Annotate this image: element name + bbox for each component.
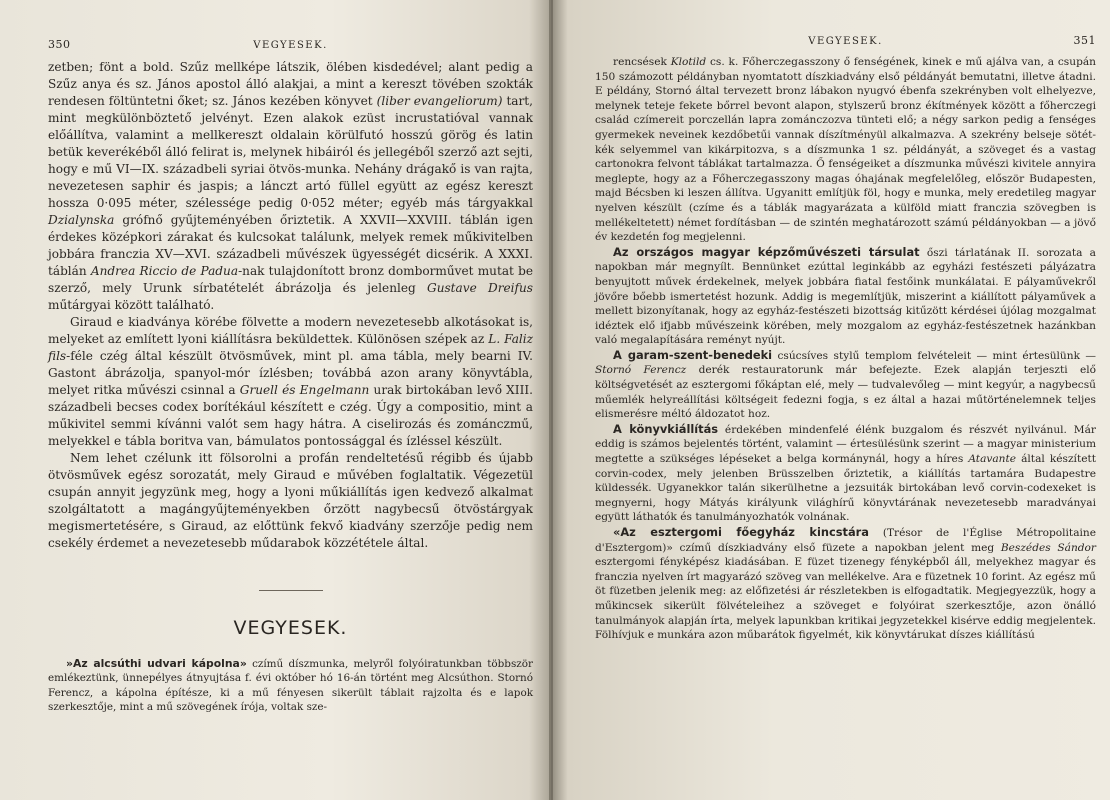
text-run: esztergomi fényképész kiadásában. E füzet tizenegy fényképből áll, melyekhez magyar és franczia nyelven írt magyarázó szöveg van mellékelve. Ara e füzetnek 10 forint. Az egész mű öt füzetben jelenik meg: az előfizetési ár részletekben is elfogadtatik. Megjegyezzük, hogy a műkincsek sikerült fölvételeihez a szöveget e folyóirat szerkesztője, azon önálló tanulmányok alapján írta, melyek lapunkban kritikai jegyzetekkel kisérve eddig megjelentek. Fölhívjuk e munkára azon műbarátok figyelmét, kik könyvtárukat díszes kiállítású — [595, 556, 1096, 642]
running-head-title-right: VEGYESEK. — [808, 36, 883, 47]
paragraph — [48, 314, 533, 450]
text-run: műtárgyai között található. — [48, 298, 215, 312]
text-run: zetben; fönt a bold. Szűz mellképe látszik, ölében kisdedével; alant pedig a Szűz anya és sz. János apostol álló alakjai, a mint a kereszt tövében szokták rendesen föltüntetni őket; sz. János kezében könyvet — [48, 60, 533, 108]
paragraph — [595, 348, 1096, 422]
paragraph — [48, 450, 533, 552]
book-gutter — [549, 0, 553, 800]
text-run: derék restauratorunk már befejezte. Ezek alapján terjeszti elő költségvetését az esztergomi főkáptan elé, mely — tudvalevőleg — mint kegyúr, a nagybecsű műemlék helyreállítási költségeit fedezni fogja, s ez által a hazai műtörténelemnek teljes elismerésre méltó áldozatot hoz. — [595, 364, 1096, 421]
paragraph — [48, 59, 533, 314]
text-run: érdekében mindenfelé élénk buzgalom és részvét nyilvánul. Már eddig is számos bejelentés történt, valamint — értesülésünk szerint — a magyar ministerium megtette a szükséges lépéseket a belga kormánynál, hogy a híres — [595, 423, 1096, 466]
italic-name: Klotild — [670, 56, 707, 68]
italic-name: L. Faliz fils — [48, 332, 534, 363]
text-run: csúcsíves stylű templom felvételeit — mint értesülünk — — [772, 349, 1096, 362]
paragraph — [48, 657, 533, 715]
italic-name: Gruell és Engelmann — [239, 383, 370, 397]
text-run: Nem lehet czélunk itt fölsorolni a profán rendeltetésű régibb és újabb ötvösművek egész sorozatát, mely Giraud e művében foglaltatik. Végezetül csupán annyit jegyzünk meg, hogy a lyoni műkiállítás igen kedvező alkalmat szolgáltatott a magángyűjteményekben őrzött nagybecsű ötvöstárgyak megismertetésére, s Giraud, az előttünk fekvő kiadvány szerzője pedig nem csekély érdemet a nevezetesebb műdarabok közzététele által. — [48, 451, 533, 550]
text-run: Giraud e kiadványa körébe fölvette a modern nevezetesebb alkotásokat is, melyeket az említett lyoni kiállításra beküldettek. Különösen szépek az — [48, 315, 533, 346]
running-head-title-left: VEGYESEK. — [253, 40, 328, 51]
text-run: urak birtokában levő XIII. századbeli becses codex borítékául készített e czég. Úgy a compositio, mint a műkivitel semmi kívánni valót sem hagy hátra. A ciselirozás és zománczmű, melyekkel e tábla boritva van, bámulatos pontossággal és ízléssel készült. — [48, 383, 533, 448]
italic-name: Gustave Dreifus — [427, 281, 533, 295]
text-run: cs. k. Főherczegasszony ő fenségének, kinek e mű ajálva van, a csupán 150 számozott példányban nyomtatott díszkiadvány első példányát bemutatni, illetve átadni. E példány, Stornó által tervezett bronz lábakon nyugvó ébenfa szekrényben volt elhelyezve, melynek teteje fekete bőrrel bevont alapon, stylszerű bronz ékítmények között a főherczegi család czímereit porczellán lapra zománczozva tünteti elő; a négy sarkon pedig a fenséges gyermekek neveinek kezdőbetűi vannak díszítményül alkalmazva. A szekrény belseje sötét-kék selyemmel van kikárpitozva, s a díszmunka 1 sz. példányát, a szöveget és a vastag cartonokra felvont táblákat tartalmazza. Ő fenségeiket a díszmunka művészi kivitele annyira meglepte, hogy az a Főherczegasszony magas óhajának megfelelőleg, először Budapesten, majd Bécsben ki leszen állítva. Ugyanitt említjük föl, hogy e munka, mely eredetileg magyar nyelven készült (czíme és a táblák magyarázata a külföld miatt franczia szövegben is mellékeltetett) német fordításban — de szintén meghatározott számú példányokban — a jövő év kezdetén fog megjelenni. — [595, 56, 1096, 244]
section-separator — [259, 590, 323, 591]
bold-lead-in: A garam-szent-benedeki — [613, 347, 773, 362]
right-running-head — [595, 34, 1096, 47]
page-number-right: 351 — [1073, 34, 1096, 47]
text-run: őszi tárlatának II. sorozata a napokban már megnyílt. Bennünket ezúttal leginkább az egyházi festészeti pályázatra benyujtott művek érdekelnek, melyek jobbára fiatal festőink munkálatai. E pályaművekről jövőre bőebb ismertetést hozunk. Addig is megemlítjük, miszerint a kiállított pályaművek a mellett bizonyítanak, hogy az egyház-festészeti bizottság kitűzött kérdései újólag mozgalmat idéztek elő ifjabb művészeink körében, mely mozgalom az egyház-festészetnek hazánkban való megalapítására reményt nyújt. — [595, 246, 1097, 347]
text-run: -nak tulajdonított bronz domborművet mutat be szerző, mely Urunk sírbatételét ábrázolja és jelenleg — [48, 264, 533, 295]
text-run: által készített corvin-codex, mely jelenben Brüsszelben őriztetik, a kiállítás tartamára Budapestre küldessék. Ugyanekkor talán sikerülhetne a jezsuiták birtokában levő corvin-codexeket is megnyerni, hogy Mátyás királyunk világhírű könyvtárának nevezetesebb maradványai együtt láthatók és tanulmányozhatók volnának. — [595, 453, 1096, 524]
text-run: (Trésor de l'Église Métropolitaine d'Esztergom)» czímű díszkiadvány első füzete a napokban jelent meg — [595, 527, 1096, 554]
left-running-head — [48, 38, 533, 51]
italic-name: (liber evangeliorum) — [376, 94, 503, 108]
italic-name: Beszédes Sándor — [1000, 541, 1096, 554]
right-body-text — [595, 55, 1096, 643]
bold-lead-in: «Az esztergomi főegyház kincstára — [613, 525, 869, 539]
paragraph — [595, 422, 1096, 525]
right-page — [551, 0, 1110, 800]
paragraph — [595, 55, 1096, 245]
section-heading: VEGYESEK. — [233, 617, 348, 639]
italic-name: Stornó Ferencz — [595, 364, 687, 377]
italic-name: Andrea Riccio de Padua — [90, 264, 239, 278]
text-run: rencsések — [613, 56, 671, 68]
bold-lead-in: »Az alcsúthi udvari kápolna» — [66, 657, 247, 670]
page-number-left: 350 — [48, 38, 71, 51]
bold-lead-in: Az országos magyar képzőművészeti társulat — [613, 244, 920, 259]
paragraph — [595, 245, 1096, 348]
left-body-text — [48, 59, 533, 552]
text-run: grófnő gyűjteményében őriztetik. A XXVII—XXVIII. táblán igen érdekes középkori zárakat és kulcsokat találunk, melyek remek műkivitelben jobbára franczia XV—XVI. századbeli művészek ügyességét dicsérik. A XXXI. táblán — [48, 213, 533, 278]
text-run: -féle czég által készült ötvösművek, mint pl. ama tábla, mely bearni IV. Gastont ábrázolja, spanyol-mór ízlésben; továbbá azon arany könyvtábla, melyet ritka művészi csinnal a — [48, 349, 533, 397]
italic-name: Dzialynska — [48, 213, 115, 227]
paragraph — [595, 525, 1096, 643]
italic-name: Atavante — [968, 453, 1017, 466]
text-run: tart, mint megkülönböztető jelvényt. Ezen alakok ezüst incrustatióval vannak előállítva, valamint a mellkereszt oldalain körülfutó hosszú görög és latin betük keverékéből álló felirat is, melynek hibáiról és jellegéből szerző azt sejti, hogy e mű VI—IX. századbeli syriai ötvös-munka. Nehány drágakő is van rajta, nevezetesen saphir és jaspis; a lánczt artó füllel együtt az egész kereszt hossza 0·095 méter, szélessége pedig 0·052 méter; egyéb más tárgyakkal — [48, 94, 533, 210]
bold-lead-in: A könyvkiállítás — [613, 421, 719, 436]
left-section-text — [48, 657, 533, 715]
left-page — [0, 0, 551, 800]
text-run: czímű díszmunka, melyről folyóiratunkban többször emlékeztünk, ünnepélyes átnyujtása f. évi október hó 16-án történt meg Alcsúthon. Stornó Ferencz, a kápolna építésze, ki a mű fényesen sikerült táblait rajzolta és e lapok szerkesztője, mint a mű szövegének írója, voltak sze- — [48, 658, 533, 714]
